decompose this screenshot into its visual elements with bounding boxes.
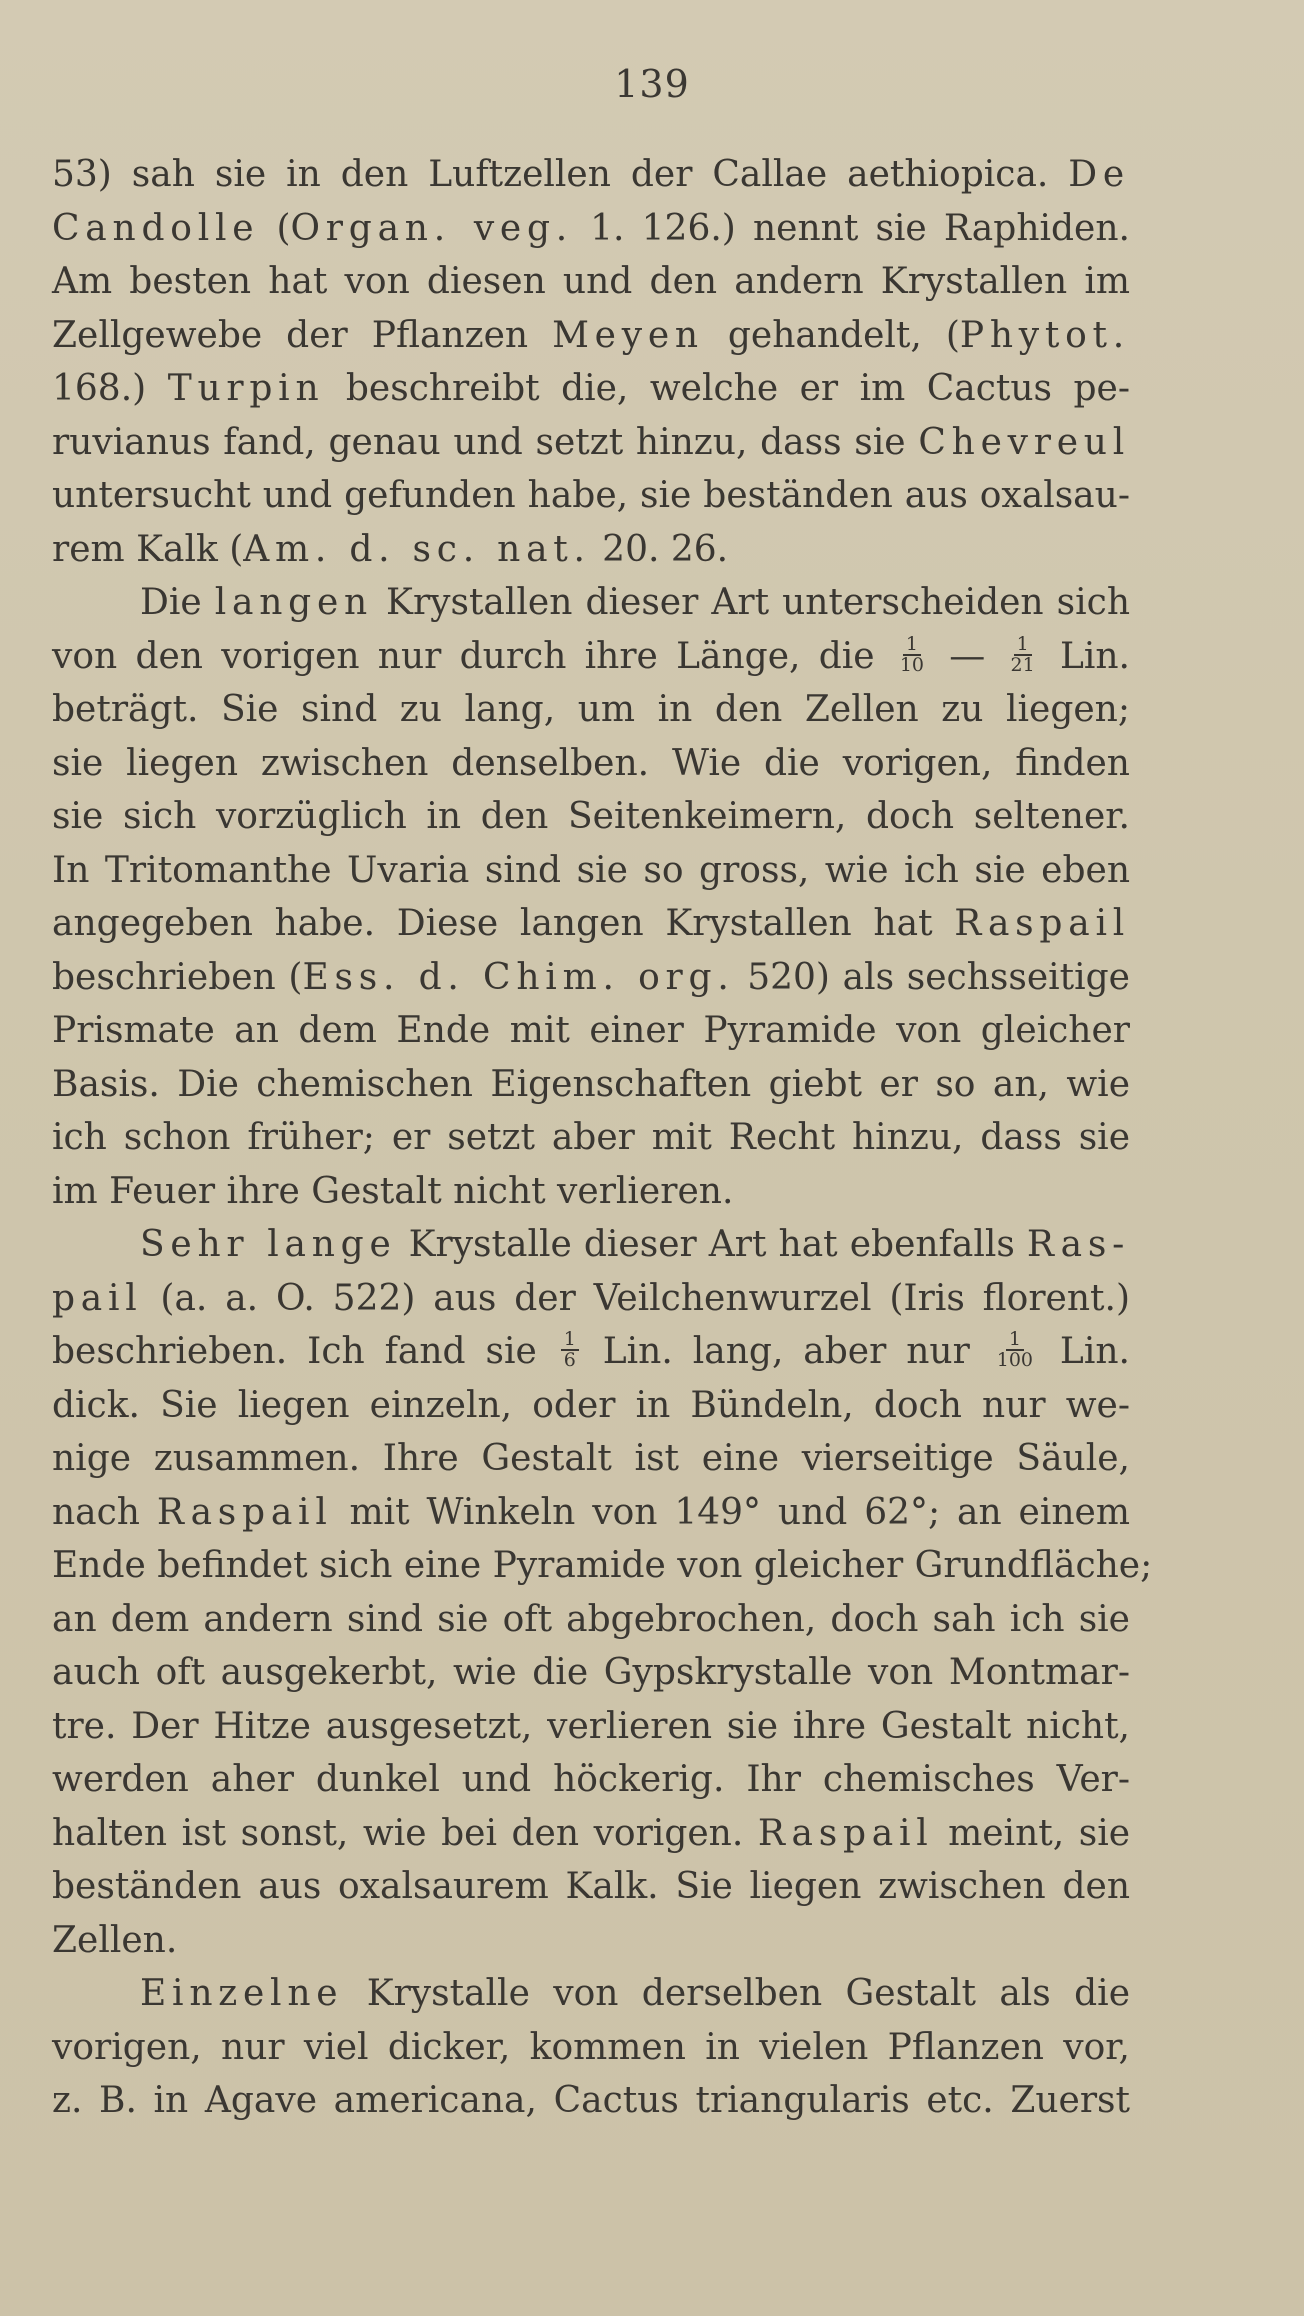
- text-line: [52, 1004, 1130, 1058]
- text-run: angegeben habe. Diese langen Krystallen hat: [52, 903, 955, 944]
- spaced-name: Ras-: [1026, 1224, 1130, 1265]
- text-line: [52, 1807, 1130, 1861]
- text-run: 53) sah sie in den Luftzellen der Callae aethiopica.: [52, 154, 1069, 195]
- text-run: ich schon früher; er setzt aber mit Recht hinzu, dass sie: [52, 1117, 1130, 1158]
- fraction: [561, 1330, 579, 1370]
- fraction: [1008, 632, 1038, 676]
- text-run: halten ist sonst, wie bei den vorigen.: [52, 1812, 758, 1854]
- text-run: von den vorigen nur durch ihre Länge, die: [52, 635, 893, 677]
- text-run: beständen aus oxalsaurem Kalk. Sie liegen zwischen den: [52, 1866, 1130, 1907]
- text-run: —: [931, 635, 1004, 677]
- fraction-numerator: 1: [1006, 1330, 1024, 1351]
- fraction: [994, 1330, 1036, 1370]
- text-line: [52, 202, 1130, 256]
- spaced-name: Organ. veg.: [290, 207, 574, 249]
- text-run: Prismate an dem Ende mit einer Pyramide von gleicher: [52, 1010, 1130, 1051]
- text-run: beschreibt die, welche er im Cactus pe-: [324, 368, 1130, 409]
- text-line: [52, 2074, 1130, 2128]
- spaced-name: Sehr lange: [140, 1224, 397, 1265]
- text-line: [52, 362, 1130, 416]
- fraction: [897, 632, 927, 676]
- spaced-name: Raspail: [954, 903, 1130, 944]
- text-line: [52, 1914, 1130, 1968]
- text-run: an dem andern sind sie oft abgebrochen, doch sah ich sie: [52, 1598, 1130, 1640]
- text-run: Lin. lang, aber nur: [582, 1331, 990, 1372]
- text-run: 520) als sechsseitige: [734, 956, 1130, 998]
- text-line: [52, 1272, 1130, 1326]
- spaced-name: langen: [214, 582, 373, 623]
- text-run: beschrieben (: [52, 956, 303, 998]
- text-run: im Feuer ihre Gestalt nicht verlieren.: [52, 1170, 734, 1212]
- fraction-numerator: 1: [903, 635, 921, 656]
- text-run: Krystallen dieser Art unterscheiden sich: [373, 582, 1131, 623]
- text-run: beträgt. Sie sind zu lang, um in den Zellen zu liegen;: [52, 689, 1130, 730]
- spaced-name: Chevreul: [918, 421, 1130, 463]
- text-line: [52, 844, 1130, 898]
- text-run: beschrieben. Ich fand sie: [52, 1331, 557, 1372]
- text-run: werden aher dunkel und höckerig. Ihr chemisches Ver-: [52, 1759, 1130, 1800]
- text-run: meint, sie: [933, 1812, 1131, 1854]
- text-line: [52, 416, 1130, 470]
- text-line: [52, 309, 1130, 363]
- text-run: (a. a. O. 522) aus der Veilchenwurzel (Iris florent.): [142, 1277, 1130, 1319]
- text-run: sie sich vorzüglich in den Seitenkeimern, doch seltener.: [52, 796, 1130, 837]
- page-number: 139: [614, 62, 690, 106]
- text-line: [52, 1860, 1130, 1914]
- spaced-name: Einzelne: [140, 1973, 344, 2014]
- spaced-name: Phytot.: [959, 314, 1130, 356]
- text-line: [52, 469, 1130, 523]
- text-line: [52, 1593, 1130, 1647]
- text-run: sie liegen zwischen denselben. Wie die vorigen, finden: [52, 742, 1130, 784]
- spaced-name: Ess. d. Chim. org.: [302, 956, 735, 998]
- text-line: [52, 1700, 1130, 1754]
- text-line: [52, 1058, 1130, 1112]
- text-line: [52, 255, 1130, 309]
- text-run: nach: [52, 1491, 157, 1533]
- text-run: 20. 26.: [590, 528, 729, 570]
- text-line: [52, 1486, 1130, 1540]
- spaced-name: Raspail: [757, 1812, 934, 1854]
- text-run: auch oft ausgekerbt, wie die Gypskrystalle von Montmar-: [52, 1652, 1130, 1693]
- text-line: [52, 1218, 1130, 1272]
- text-run: vorigen, nur viel dicker, kommen in vielen Pflanzen vor,: [52, 2026, 1130, 2068]
- text-line: [52, 790, 1130, 844]
- text-run: untersucht und gefunden habe, sie beständen aus oxalsau-: [52, 475, 1130, 516]
- text-line: [52, 1325, 1130, 1379]
- text-line: [52, 1111, 1130, 1165]
- text-line: [52, 737, 1130, 791]
- text-line: [52, 951, 1130, 1005]
- text-run: dick. Sie liegen einzeln, oder in Bündeln, doch nur we-: [52, 1384, 1130, 1426]
- fraction-numerator: 1: [1014, 635, 1032, 656]
- text-run: In Tritomanthe Uvaria sind sie so gross, wie ich sie eben: [52, 849, 1130, 891]
- text-run: mit Winkeln von 149° und 62°; an einem: [332, 1491, 1130, 1533]
- text-run: Krystalle von derselben Gestalt als die: [343, 1973, 1130, 2014]
- fraction-numerator: 1: [561, 1330, 579, 1351]
- text-line: [52, 2021, 1130, 2075]
- text-run: (: [259, 207, 291, 249]
- text-line: [52, 1432, 1130, 1486]
- spaced-name: De: [1068, 154, 1130, 195]
- text-run: Zellen.: [52, 1919, 178, 1961]
- text-run: Am besten hat von diesen und den andern Krystallen im: [52, 261, 1130, 302]
- text-run: tre. Der Hitze ausgesetzt, verlieren sie ihre Gestalt nicht,: [52, 1705, 1130, 1747]
- spaced-name: Candolle: [52, 207, 260, 249]
- text-run: gehandelt, (: [703, 314, 960, 356]
- text-line: [52, 1379, 1130, 1433]
- text-line: [52, 1967, 1130, 2021]
- text-line: [52, 1646, 1130, 1700]
- fraction-denominator: 10: [899, 653, 924, 676]
- text-line: [52, 523, 1130, 577]
- spaced-name: Turpin: [167, 368, 325, 409]
- text-run: rem Kalk (: [52, 528, 244, 570]
- fraction-denominator: 6: [563, 1349, 576, 1371]
- text-run: 1. 126.) nennt sie Raphiden.: [573, 207, 1130, 249]
- text-line: [52, 1753, 1130, 1807]
- text-line: [52, 897, 1130, 951]
- text-line: [52, 148, 1130, 202]
- body-text: [52, 148, 1153, 2128]
- text-run: Basis. Die chemischen Eigenschaften giebt er so an, wie: [52, 1063, 1130, 1105]
- text-run: Zellgewebe der Pflanzen: [52, 314, 553, 356]
- spaced-name: Raspail: [156, 1491, 333, 1533]
- spaced-name: pail: [52, 1277, 143, 1319]
- text-run: Die: [140, 582, 215, 623]
- spaced-name: Meyen: [552, 314, 704, 356]
- text-line: [52, 683, 1130, 737]
- text-run: ruvianus fand, genau und setzt hinzu, dass sie: [52, 421, 919, 463]
- text-line: [52, 1539, 1153, 1593]
- fraction-denominator: 21: [1010, 653, 1035, 676]
- text-line: [52, 1165, 1130, 1219]
- text-run: nige zusammen. Ihre Gestalt ist eine vierseitige Säule,: [52, 1438, 1130, 1479]
- fraction-denominator: 100: [996, 1349, 1034, 1371]
- text-line: [52, 576, 1130, 630]
- text-run: Lin.: [1040, 1331, 1130, 1372]
- text-line: [52, 630, 1130, 684]
- text-run: z. B. in Agave americana, Cactus triangularis etc. Zuerst: [52, 2080, 1130, 2121]
- text-run: Lin.: [1041, 635, 1131, 677]
- text-run: Krystalle dieser Art hat ebenfalls: [396, 1224, 1027, 1265]
- text-run: Ende befindet sich eine Pyramide von gleicher Grundfläche;: [52, 1545, 1153, 1586]
- text-run: 168.): [52, 368, 168, 409]
- spaced-name: Am. d. sc. nat.: [243, 528, 591, 570]
